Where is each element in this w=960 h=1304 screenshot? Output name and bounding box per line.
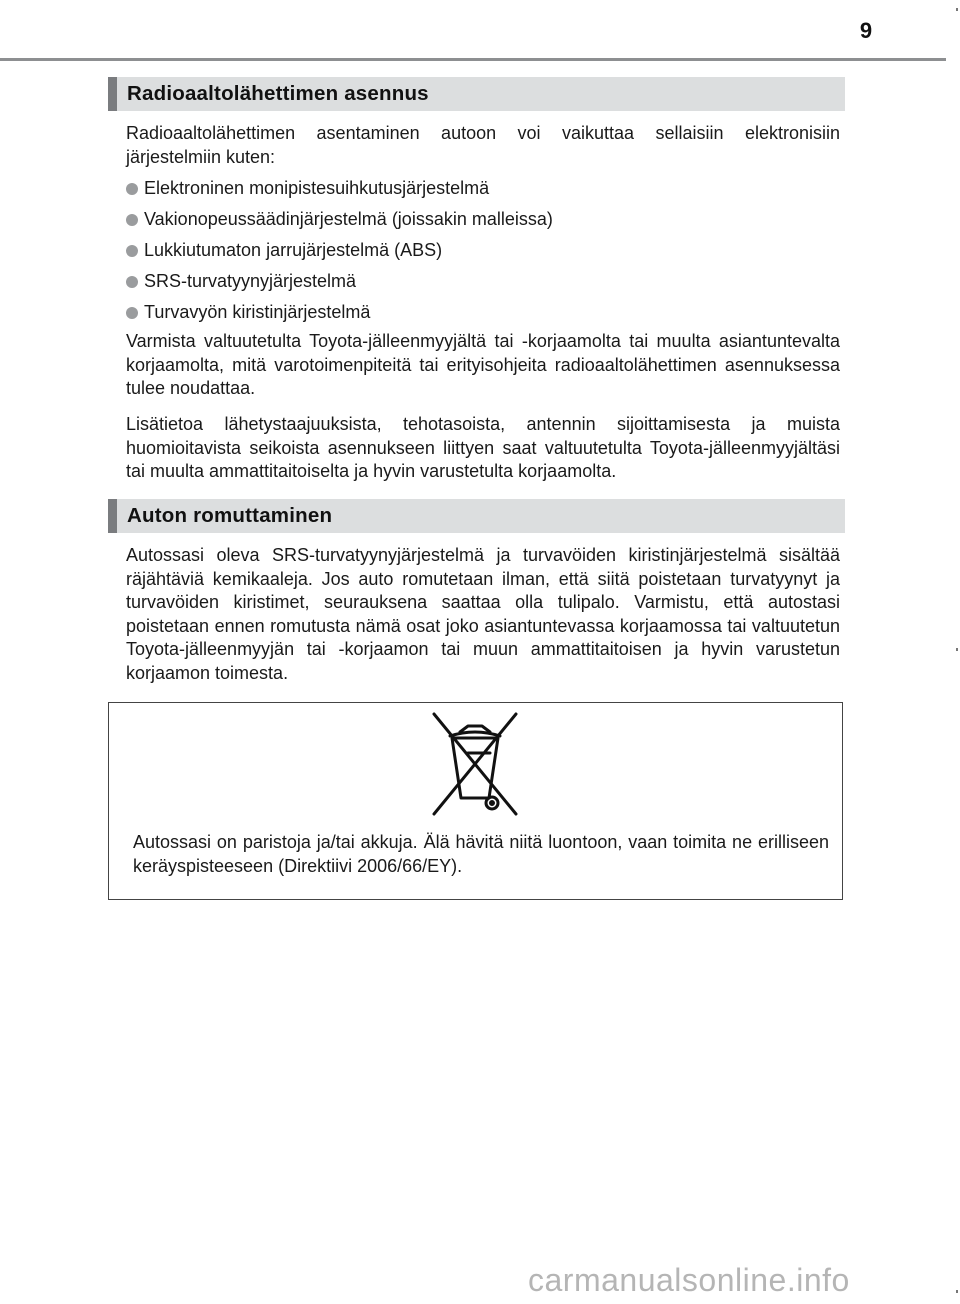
list-item-text: Elektroninen monipistesuihkutusjärjestelmä xyxy=(144,178,490,198)
top-rule xyxy=(0,58,946,61)
list-item-text: Lukkiutumaton jarrujärjestelmä (ABS) xyxy=(144,240,443,260)
list-item xyxy=(126,239,840,270)
header-accent-bar xyxy=(108,499,117,533)
list-item-text: Vakionopeussäädinjärjestelmä (joissakin malleissa) xyxy=(144,209,553,229)
crop-mark xyxy=(956,648,958,651)
list-item xyxy=(126,208,840,239)
section-title: Auton romuttaminen xyxy=(127,504,333,527)
bullet-dot-icon xyxy=(126,276,138,288)
intro-paragraph: Radioaaltolähettimen asentaminen autoon voi vaikuttaa sellaisiin elektronisiin järjestelmiin kuten: xyxy=(126,123,840,167)
section-header-scrapping xyxy=(108,499,845,533)
page-number: 9 xyxy=(859,18,873,43)
system-list xyxy=(126,177,840,332)
list-item xyxy=(126,177,840,208)
list-item-text: SRS-turvatyynyjärjestelmä xyxy=(144,271,357,291)
bullet-dot-icon xyxy=(126,245,138,257)
section-header-radio xyxy=(108,77,845,111)
crossed-out-wheelie-bin-icon xyxy=(420,708,530,820)
bullet-dot-icon xyxy=(126,307,138,319)
advice-paragraph: Varmista valtuutetulta Toyota-jälleenmyyjältä tai -korjaamolta tai muulta asiantuntevalta korjaamolta, mitä varotoimenpiteitä tai erityisohjeita radioaaltolähettimen asennuksessa tulee noudattaa. xyxy=(126,331,840,398)
crop-mark xyxy=(956,8,958,11)
bullet-dot-icon xyxy=(126,214,138,226)
header-accent-bar xyxy=(108,77,117,111)
info-paragraph: Lisätietoa lähetystaajuuksista, tehotasoista, antennin sijoittamisesta ja muista huomioitavista seikoista asennukseen liittyen saat valtuutetulta Toyota-jälleenmyyjältäsi tai muulta ammattitaitoiselta ja hyvin varustetulta korjaamolta. xyxy=(126,414,840,481)
section-title: Radioaaltolähettimen asennus xyxy=(127,82,429,105)
crop-mark xyxy=(956,1290,958,1293)
notice-text: Autossasi on paristoja ja/tai akkuja. Älä hävitä niitä luontoon, vaan toimita ne erilliseen keräyspisteeseen (Direktiivi 2006/66/EY). xyxy=(133,832,829,876)
list-item-text: Turvavyön kiristinjärjestelmä xyxy=(144,302,371,322)
list-item xyxy=(126,270,840,301)
list-item xyxy=(126,301,840,332)
watermark: carmanualsonline.info xyxy=(528,1262,850,1298)
scrapping-paragraph: Autossasi oleva SRS-turvatyynyjärjestelmä ja turvavöiden kiristinjärjestelmä sisältää räjähtäviä kemikaaleja. Jos auto romutetaan ilman, että siitä poistetaan turvatyynyt ja turvavöiden kiristimet, seurauksena saattaa olla tulipalo. Varmistu, että autostasi poistetaan ennen romutusta nämä osat joko asiantuntevassa korjaamossa tai valtuutetun Toyota-jälleenmyyjän tai -korjaamon tai muun ammattitaitoisen ja hyvin varustetun korjaamon toimesta. xyxy=(126,545,840,683)
battery-disposal-notice xyxy=(108,702,843,900)
bullet-dot-icon xyxy=(126,183,138,195)
